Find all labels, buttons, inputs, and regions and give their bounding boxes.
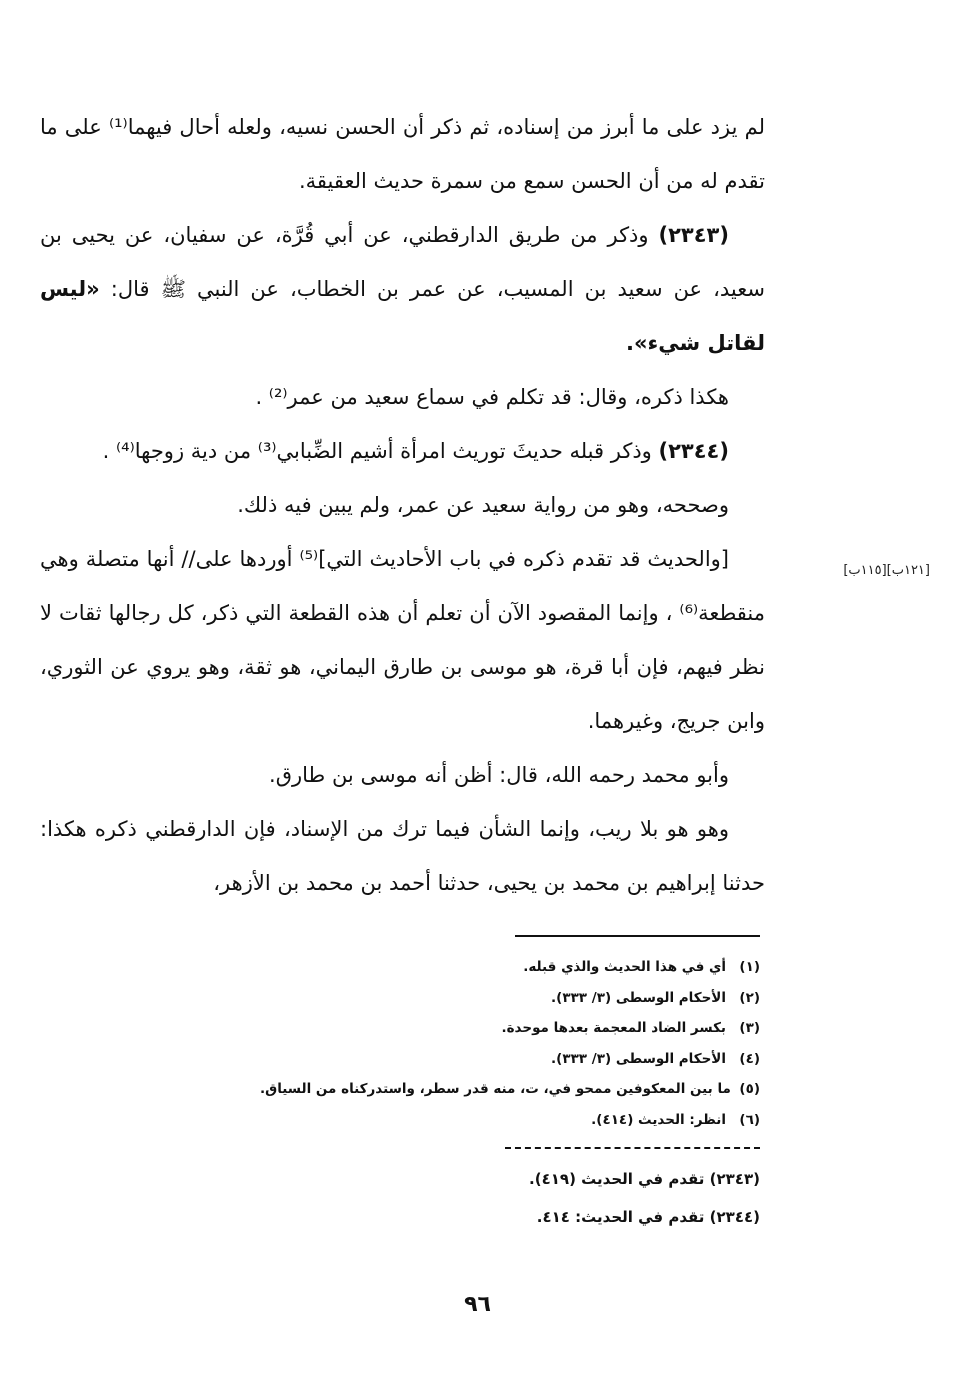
footnote-number: (٢) bbox=[739, 989, 760, 1006]
footnote-text: ما بين المعكوفين ممحو في، ت، منه قدر سطر، واستدركناه من السياق. bbox=[260, 1081, 731, 1097]
paragraph-2343 bbox=[40, 208, 765, 370]
footnote-6 bbox=[260, 1105, 760, 1136]
paragraph-7: وأبو محمد رحمه الله، قال: أظن أنه موسى بن طارق. bbox=[269, 763, 729, 787]
footnote-1 bbox=[260, 952, 760, 983]
footnote-number: (٦) bbox=[739, 1111, 760, 1128]
footnote-number: (٥) bbox=[739, 1081, 760, 1097]
main-text bbox=[40, 100, 765, 910]
footnote-text: بكسر الضاد المعجمة بعدها موحدة. bbox=[501, 1020, 726, 1036]
paragraph-3: هكذا ذكره، وقال: قد تكلم في سماع سعيد من عمر⁽²⁾ . bbox=[255, 385, 729, 409]
footnote-number: (٤) bbox=[739, 1050, 760, 1067]
cross-references bbox=[300, 1160, 760, 1236]
paragraph-8: وهو هو بلا ريب، وإنما الشأن فيما ترك من الإسناد، فإن الدارقطني ذكره هكذا: حدثنا إبراهيم بن محمد بن يحيى، حدثنا أحمد بن محمد بن الأزهر، bbox=[40, 817, 765, 895]
footnote-number: (١) bbox=[739, 959, 760, 975]
footnote-4 bbox=[260, 1044, 760, 1075]
paragraph-6: [والحديث قد تقدم ذكره في باب الأحاديث التي]⁽⁵⁾ أوردها على// أنها متصلة وهي منقطعة⁽⁶⁾ ، وإنما المقصود الآن أن تعلم أن هذه القطعة التي ذكر، كل رجالها ثقات لا نظر فيهم، فإن أبا قرة، هو موسى بن طارق اليماني، هو ثقة، وهو يروي عن الثوري، وابن جريج، وغيرهما. bbox=[40, 547, 765, 733]
footnote-text: الأحكام الوسطى (٣/ ٣٣٣). bbox=[551, 1050, 726, 1067]
reference-2344: (٢٣٤٤) تقدم في الحديث: ٤١٤. bbox=[536, 1208, 760, 1226]
references-separator bbox=[505, 1147, 760, 1149]
footnote-2 bbox=[260, 983, 760, 1014]
footnote-5 bbox=[260, 1074, 760, 1105]
paragraph-1: لم يزد على ما أبرز من إسناده، ثم ذكر أن الحسن نسيه، ولعله أحال فيهما⁽¹⁾ على ما تقدم له من أن الحسن سمع من سمرة حديث العقيقة. bbox=[40, 115, 765, 193]
footnote-number: (٣) bbox=[739, 1020, 760, 1036]
paragraph-2344-text: وذكر قبله حديثَ توريث امرأة أشيم الضِّبابي⁽³⁾ من دية زوجها⁽⁴⁾ . bbox=[102, 439, 652, 463]
paragraph-2343-text: وذكر من طريق الدارقطني، عن أبي قُرَّة، عن سفيان، عن يحيى بن سعيد، عن سعيد بن المسيب، عن عمر بن الخطاب، عن النبي ﷺ قال: bbox=[40, 223, 765, 301]
paragraph-2344 bbox=[40, 424, 765, 478]
footnote-text: أي في هذا الحديث والذي قبله. bbox=[523, 959, 726, 975]
footnote-text: انظر: الحديث (٤١٤). bbox=[591, 1111, 726, 1128]
page-number: ٩٦ bbox=[464, 1292, 491, 1317]
paragraph-5: وصححه، وهو من رواية سعيد عن عمر، ولم يبين فيه ذلك. bbox=[237, 493, 729, 517]
footnotes bbox=[260, 952, 760, 1135]
reference-2343: (٢٣٤٣) تقدم في الحديث (٤١٩). bbox=[529, 1170, 760, 1188]
hadith-quote: «ليس لقاتل شيء». bbox=[40, 277, 765, 355]
footnote-3 bbox=[260, 1013, 760, 1044]
hadith-number-2343: (٢٣٤٣) bbox=[658, 223, 729, 247]
manuscript-folio-note: [١٢١ب][١١٥ب] bbox=[843, 563, 930, 578]
footnote-separator bbox=[515, 935, 760, 937]
footnote-text: الأحكام الوسطى (٣/ ٣٣٣). bbox=[551, 989, 726, 1006]
hadith-number-2344: (٢٣٤٤) bbox=[658, 439, 729, 463]
